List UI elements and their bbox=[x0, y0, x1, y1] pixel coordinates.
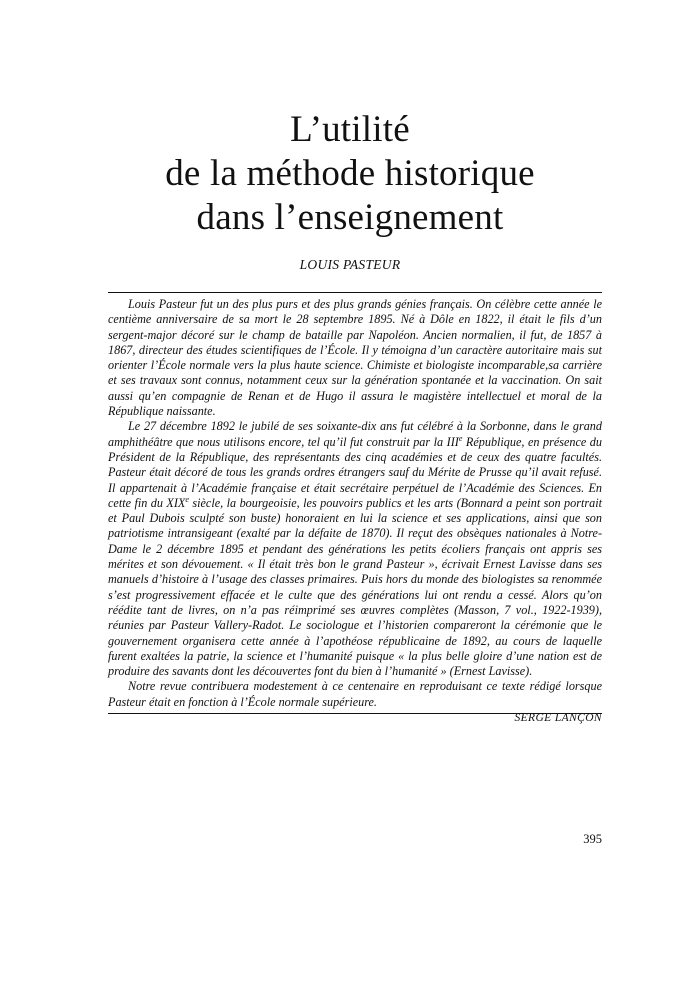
century-superscript: e bbox=[185, 494, 189, 504]
top-rule bbox=[108, 292, 602, 293]
intro-signature: SERGE LANÇON bbox=[514, 712, 602, 725]
author-name: LOUIS PASTEUR bbox=[299, 257, 401, 272]
intro-paragraph-1: Louis Pasteur fut un des plus purs et des plus grands génies français. On célèbre cette année le centième anniversaire de sa mort le 28 septembre 1895. Né à Dôle en 1822, il était le fils d’un sergent-major décoré sur le champ de bataille par Napoléon. Ancien normalien, il fut, de 1857 à 1867, directeur des études scientifiques de l’École. Il y témoigna d’un caractère autoritaire mais sut orienter l’École normale vers la plus haute science. Chimiste et biologiste incomparable,sa carrière et ses travaux sont connus, notamment ceux sur la génération spontanée et la vaccination. On sait aussi qu’en compagnie de Renan et de Hugo il assura le magistère intellectuel et moral de la République naissante. bbox=[108, 297, 602, 419]
page-number: 395 bbox=[583, 832, 602, 846]
ordinal-superscript: e bbox=[458, 433, 463, 443]
title-line-2: de la méthode historique bbox=[165, 153, 535, 194]
intro-paragraph-2-text-a: Le 27 décembre 1892 le jubilé de ses soixante-dix ans fut célébré à la Sorbonne, dans le grand amphithéâtre que nous utilisons encore, tel qu’il fut construit par la III bbox=[108, 419, 602, 449]
intro-paragraph-2-text-b: République, en présence du Président de la République, des représentants des cinq académies et de ceux des quatre facultés. Pasteur était décoré de tous les grands ordres étrangers sauf du Mérite de Prusse qu’il avait refusé. Il appartenait à l’Académie française et était secrétaire perpétuel de l’Académie des Sciences. En cette fin du XIX bbox=[108, 434, 602, 510]
intro-paragraph-2 bbox=[108, 419, 602, 679]
bottom-rule bbox=[108, 713, 602, 714]
title-line-1: L’utilité bbox=[290, 109, 410, 150]
article-title bbox=[0, 108, 700, 240]
intro-paragraph-2-text-c: siècle, la bourgeoisie, les pouvoirs publics et les arts (Bonnard a peint son portrait et Paul Dubois sculpté son buste) honoraient en lui la science et ses applications, ainsi que son patriotisme intransigeant (exalté par la défaite de 1870). Il reçut des obsèques nationales à Notre-Dame le 2 décembre 1895 et pendant des générations les petits écoliers français ont appris ses mérites et son dévouement. « Il était très bon le grand Pasteur », écrivait Ernest Lavisse dans ses manuels d’histoire à l’usage des classes primaires. Puis hors du monde des biologistes sa renommée s’est progressivement effacée et le culte que des générations lui ont rendu a cessé. Alors qu’on réédite tant de livres, on n’a pas réimprimé ses œuvres complètes (Masson, 7 vol., 1922-1939), réunies par Pasteur Vallery-Radot. Le sociologue et l’historien compareront la cérémonie que le gouvernement organisera cette année à l’apothéose républicaine de 1892, au cours de laquelle furent exaltées la patrie, la science et l’humanité puisque « la plus belle gloire d’une nation est de produire des savants dont les découvertes font du bien à l’humanité » (Ernest Lavisse). bbox=[108, 495, 602, 679]
editorial-introduction bbox=[108, 297, 602, 726]
title-line-3: dans l’enseignement bbox=[196, 197, 504, 238]
intro-paragraph-3: Notre revue contribuera modestement à ce centenaire en reproduisant ce texte rédigé lorsque Pasteur était en fonction à l’École normale supérieure. bbox=[108, 679, 602, 709]
